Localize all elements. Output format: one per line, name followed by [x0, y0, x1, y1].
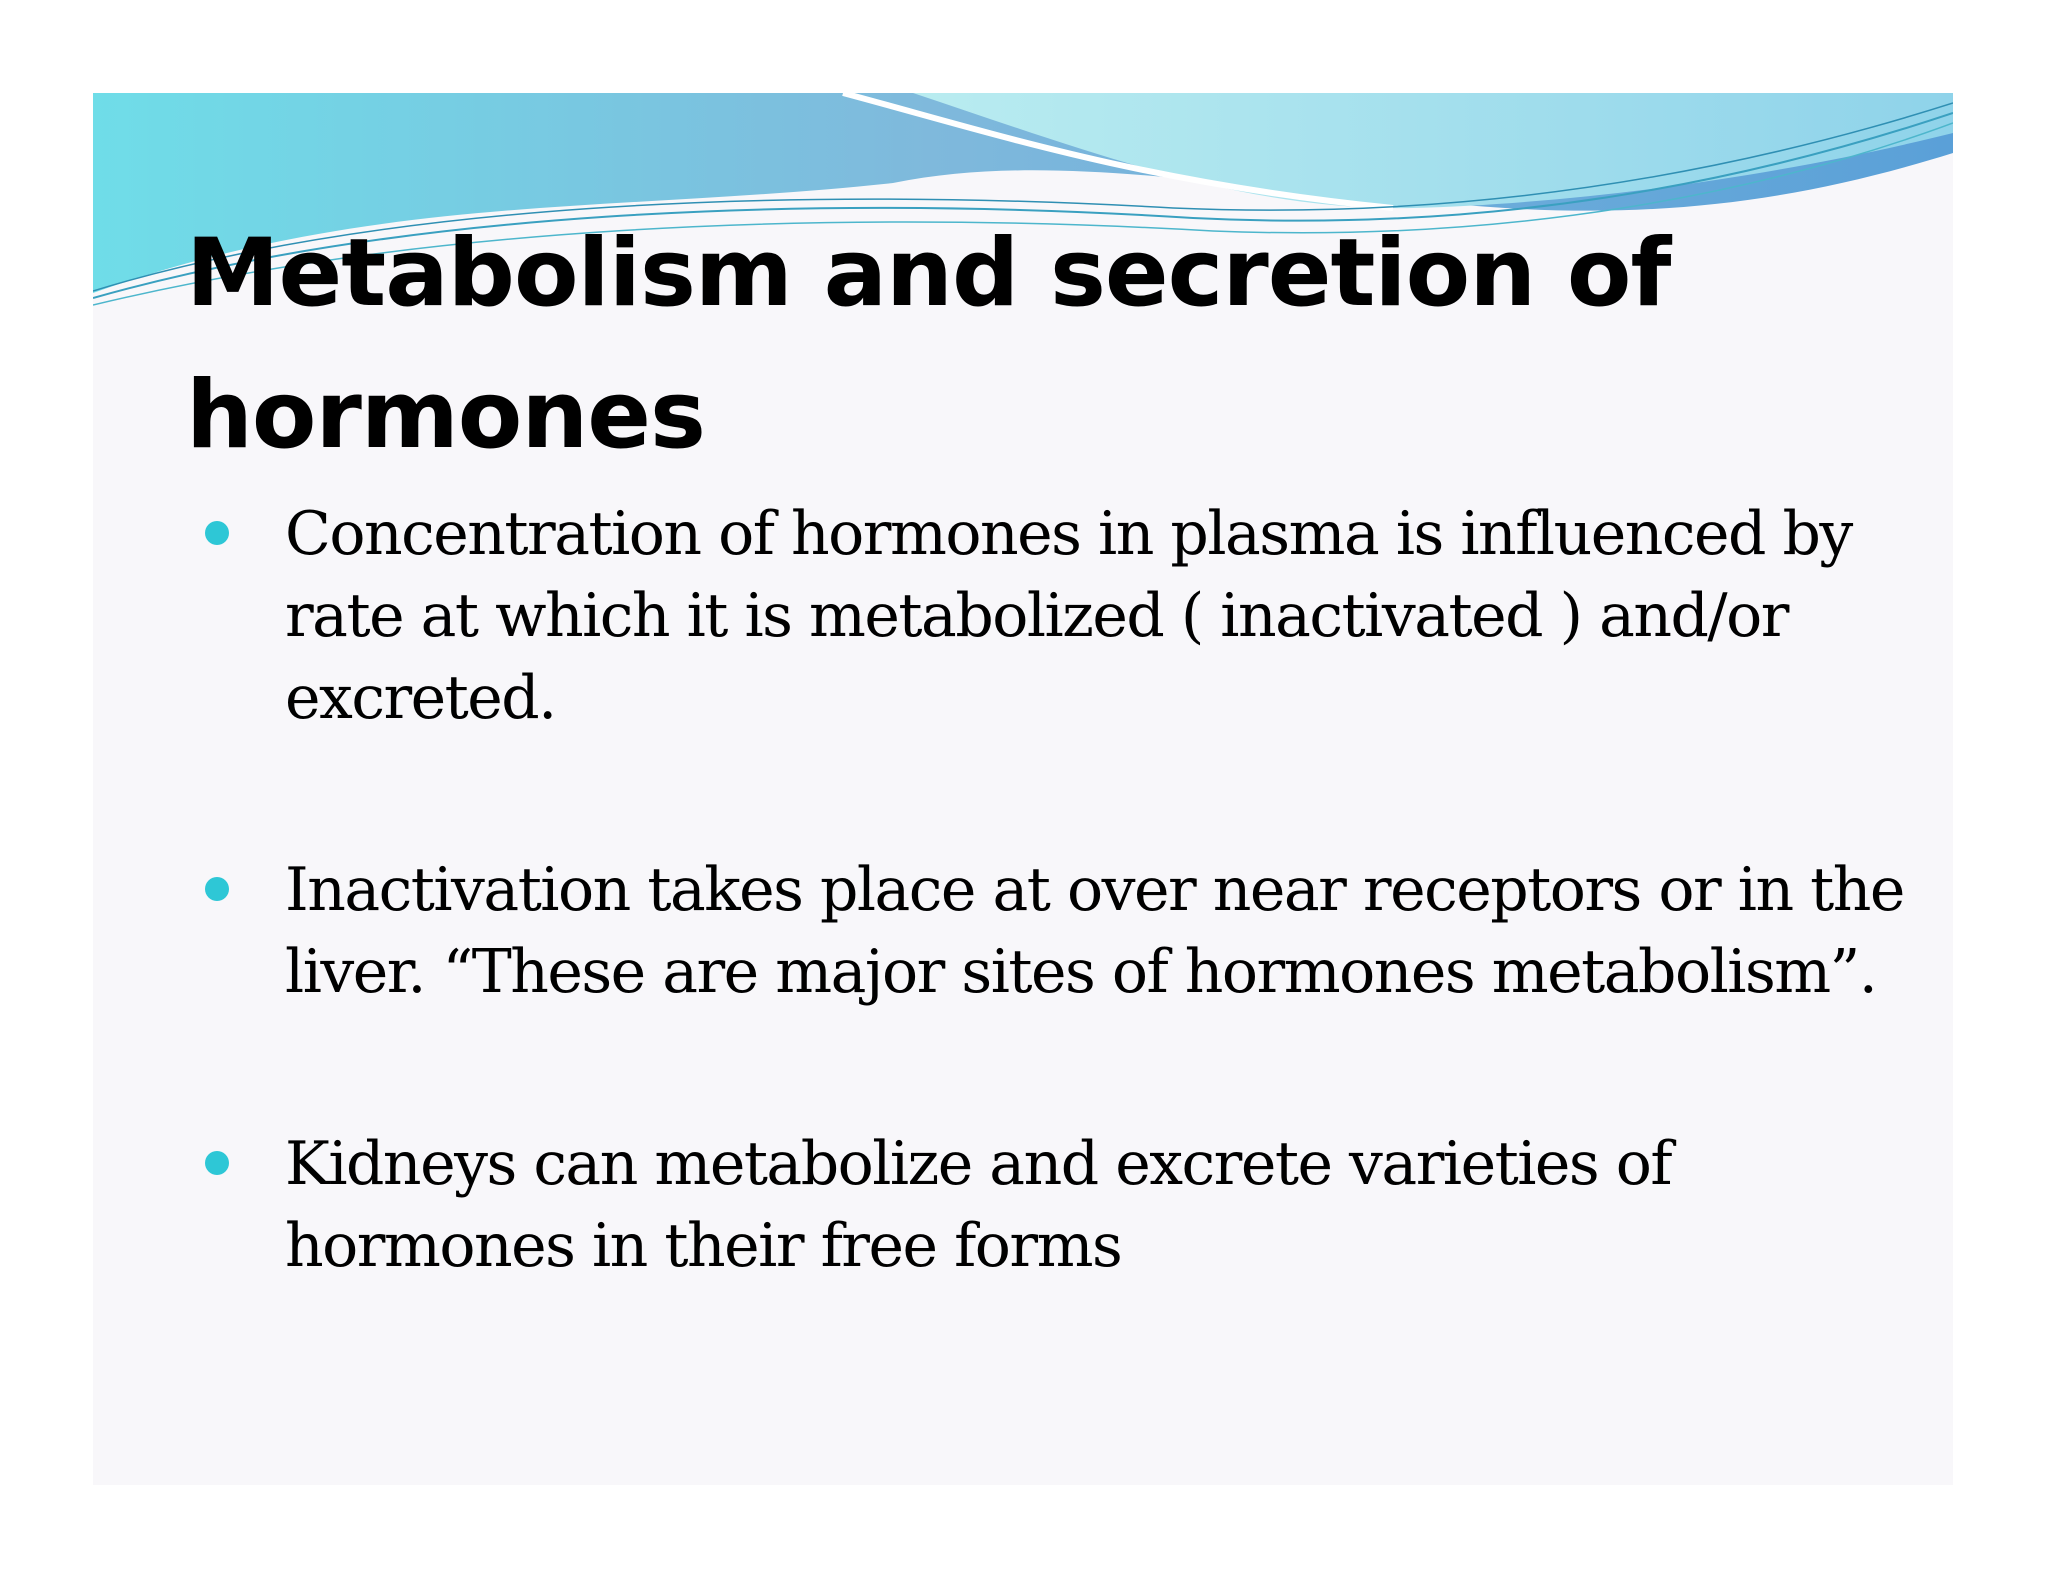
bullet-item: [205, 849, 1905, 1013]
bullet-list: [205, 493, 1905, 1287]
bullet-text: Inactivation takes place at over near receptors or in the liver. “These are major sites of hormones metabolism”.: [285, 855, 1904, 1007]
bullet-dot-icon: [205, 877, 229, 901]
slide-title: Metabolism and secretion of hormones: [186, 219, 1671, 470]
bullet-item: [205, 493, 1905, 739]
bullet-text: Concentration of hormones in plasma is influenced by rate at which it is metabolized ( inactivated ) and/or excreted.: [285, 499, 1852, 733]
bullet-text: Kidneys can metabolize and excrete varieties of hormones in their free forms: [285, 1129, 1672, 1281]
slide: [93, 93, 1953, 1485]
bullet-dot-icon: [205, 521, 229, 545]
bullet-item: [205, 1123, 1905, 1287]
bullet-dot-icon: [205, 1151, 229, 1175]
